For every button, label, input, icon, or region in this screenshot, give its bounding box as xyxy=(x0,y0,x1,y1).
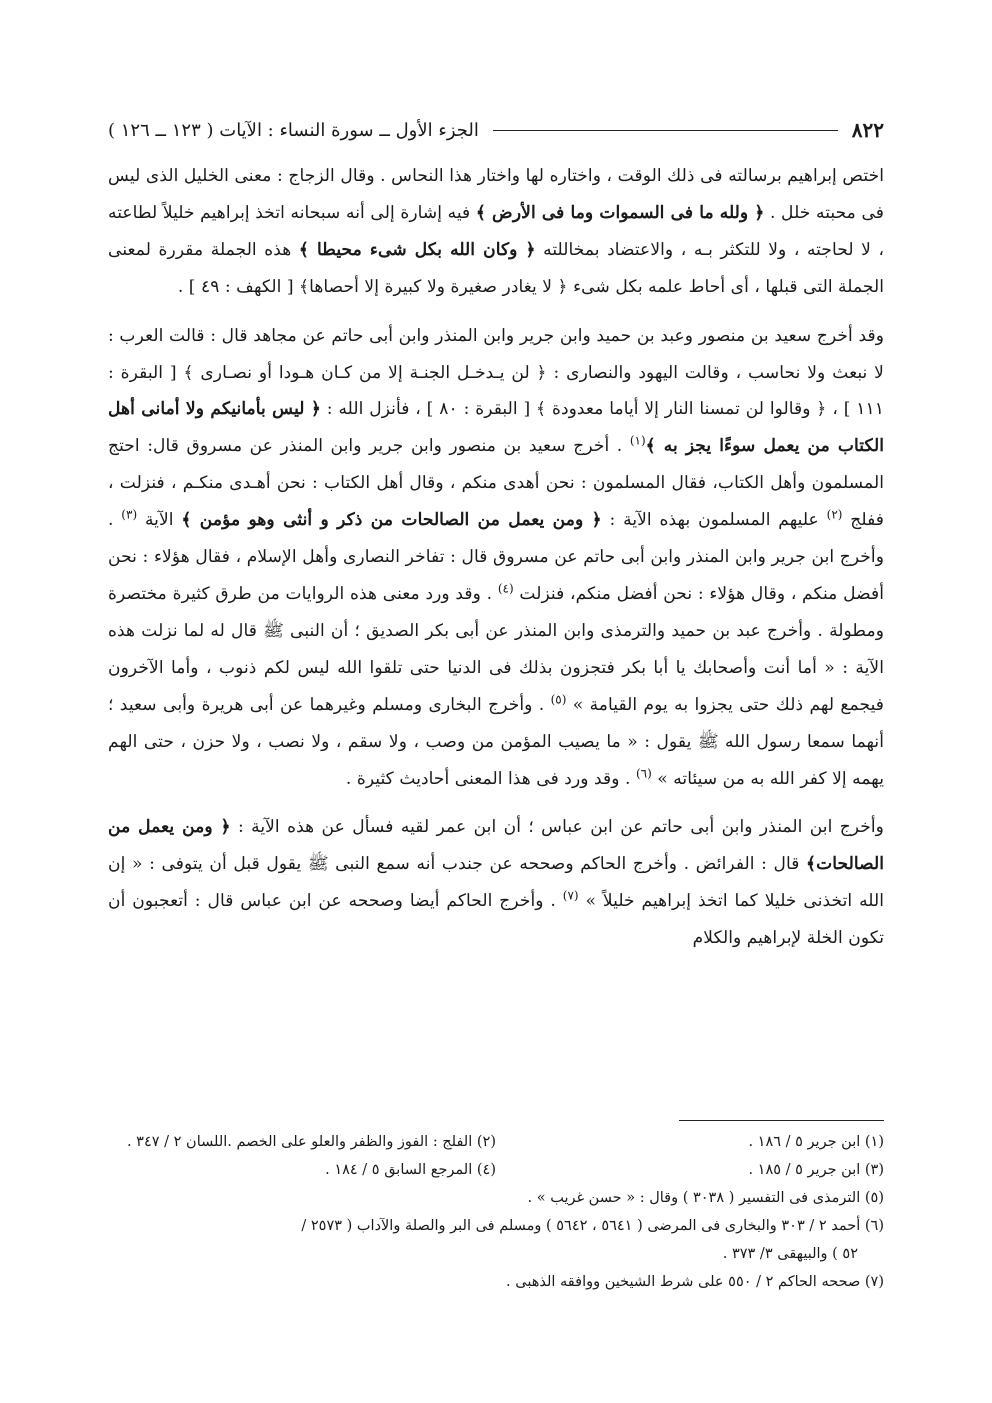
footnote-6-continued: ٥٢ ) والبيهقى ٣/ ٣٧٣ . xyxy=(722,1246,858,1262)
text-segment: . وقد ورد معنى هذه الروايات من طرق كثيرة مختصرة ومطولة . وأخرج عبد بن حميد والترمذى وابن المنذر عن أبى بكر الصديق ؛ أن النبى ﷺ قال له لما نزلت هذه الآية : « أما أنت وأصحابك يا أبا بكر فتجزون بذلك فى الدنيا حتى تلقوا الله ليس لكم ذنوب ، وأما الآخرون فيجمع لهم ذلك حتى يجزوا به يوم القيامة » xyxy=(108,583,884,715)
footnote-2: (٢) الفلج : الفوز والظفر والعلو على الخصم .اللسان ٢ / ٣٤٧ . xyxy=(126,1134,496,1150)
footnote-ref: (٣) xyxy=(121,507,138,522)
text-segment: . وأخرج ابن جرير وابن المنذر وابن أبى حاتم عن مسروق قال : تفاخر النصارى وأهل الإسلام ، فقال هؤلاء : نحن أفضل منكم ، وقال هؤلاء : نحن أفضل منكم، فنزلت xyxy=(108,510,884,604)
footnote-7: (٧) صححه الحاكم ٢ / ٥٥٠ على شرط الشيخين ووافقه الذهبى . xyxy=(506,1274,884,1290)
footnote-1: (١) ابن جرير ٥ / ١٨٦ . xyxy=(748,1134,884,1150)
footnote-6: (٦) أحمد ٢ / ٣٠٣ والبخارى فى المرضى ( ٥٦٤١ ، ٥٦٤٢ ) ومسلم فى البر والصلة والآداب ( ٢٥٧٣ / xyxy=(301,1218,884,1234)
text-segment: قال : الفرائض . وأخرج الحاكم وصححه عن جندب أنه سمع النبى ﷺ يقول قبل أن يتوفى : « إن الله اتخذنى خليلا كما اتخذ إبراهيم خليلاً » xyxy=(108,854,884,912)
text-segment: وأخرج ابن المنذر وابن أبى حاتم عن ابن عباس ؛ أن ابن عمر لقيه فسأل عن هذه الآية : xyxy=(230,817,884,838)
footnote-ref: (٦) xyxy=(635,765,652,780)
quran-verse: ﴿ ولله ما فى السموات وما فى الأرض ﴾ xyxy=(475,202,765,223)
page-number: ٨٢٢ xyxy=(851,118,884,142)
footnote-ref: (٧) xyxy=(562,888,579,903)
paragraph xyxy=(108,158,884,306)
footnotes xyxy=(108,1128,884,1296)
footnote-ref: (٥) xyxy=(550,691,567,706)
text-segment: . وأخرج الحاكم أيضا وصححه عن ابن عباس قال : أتعجبون أن تكون الخلة لإبراهيم والكلام xyxy=(108,891,884,949)
footnote-4: (٤) المرجع السابق ٥ / ١٨٤ . xyxy=(325,1162,496,1178)
footnote-3: (٣) ابن جرير ٥ / ١٨٥ . xyxy=(748,1162,884,1178)
footnote-row xyxy=(108,1128,884,1156)
text-segment: . وقد ورد فى هذا المعنى أحاديث كثيرة . xyxy=(345,768,636,789)
quran-verse: ﴿ ومن يعمل من الصالحات﴾ xyxy=(108,817,884,875)
text-segment: الآية xyxy=(137,510,182,531)
paragraph xyxy=(108,809,884,957)
footnote-ref: (٢) xyxy=(826,507,843,522)
footnote-ref: (١) xyxy=(629,433,646,448)
footnote-ref: (٤) xyxy=(497,581,514,596)
quran-verse: ﴿ وكان الله بكل شىء محيطا ﴾ xyxy=(298,239,536,260)
header-rule xyxy=(493,130,838,131)
text-segment: . أخرج سعيد بن منصور وابن جرير وابن المنذر عن مسروق قال: احتج المسلمون وأهل الكتاب، فقال المسلمون : نحن أهدى منكم ، وقال أهل الكتاب : نحن أهـدى منكـم ، فنزلت ، ففلج xyxy=(108,436,884,531)
text-segment: عليهم المسلمون بهذه الآية : xyxy=(601,510,827,531)
main-text xyxy=(108,158,884,957)
text-segment: وقد أخرج سعيد بن منصور وعبد بن حميد وابن جرير وابن المنذر وابن أبى حاتم عن مجاهد قال : قالت العرب : لا نبعث ولا نحاسب ، وقالت اليهود والنصارى : ﴿ لن يـدخـل الجنـة إلا من كـان هـودا أو نصـارى ﴾ [ البقرة : ١١١ ] ، ﴿ وقالوا لن تمسنا النار إلا أياما معدودة ﴾ [ البقرة : ٨٠ ] ، فأنزل الله : xyxy=(108,325,884,420)
text-segment: اختص إبراهيم برسالته فى ذلك الوقت ، واختاره لها واختار هذا النحاس . وقال الزجاج : معنى الخليل الذى ليس فى محبته خلل . xyxy=(108,166,884,223)
quran-verse: ﴿ ليس بأمانيكم ولا أمانى أهل الكتاب من يعمل سوءًا يجز به ﴾ xyxy=(108,399,884,457)
page-header xyxy=(108,110,884,150)
footnote-row xyxy=(108,1156,884,1184)
text-segment: فيه إشارة إلى أنه سبحانه اتخذ إبراهيم خليلاً لطاعته ، لا لحاجته ، ولا للتكثر بـه ، والاعتضاد بمخاللته xyxy=(108,202,884,260)
quran-verse: ﴿ ومن يعمل من الصالحات من ذكر و أنثى وهو مؤمن ﴾ xyxy=(181,510,602,531)
paragraph xyxy=(108,318,884,798)
running-title: الجزء الأول ــ سورة النساء : الآيات ( ١٢٣ ــ ١٢٦ ) xyxy=(108,119,479,141)
footnote-separator xyxy=(679,1120,884,1121)
text-segment: هذه الجملة مقررة لمعنى الجملة التى قبلها ، أى أحاط علمه بكل شىء ﴿ لا يغادر صغيرة ولا كبيرة إلا أحصاها﴾ [ الكهف : ٤٩ ] . xyxy=(108,239,884,297)
footnote-5: (٥) الترمذى فى التفسير ( ٣٠٣٨ ) وقال : « حسن غريب » . xyxy=(527,1190,884,1206)
text-segment: . وأخرج البخارى ومسلم وغيرهما عن أبى هريرة وأبى سعيد ؛ أنهما سمعا رسول الله ﷺ يقول : « ما يصيب المؤمن من وصب ، ولا سقم ، ولا نصب ، ولا حزن ، حتى الهم يهمه إلا كفر الله به من سيئاته » xyxy=(108,694,884,789)
